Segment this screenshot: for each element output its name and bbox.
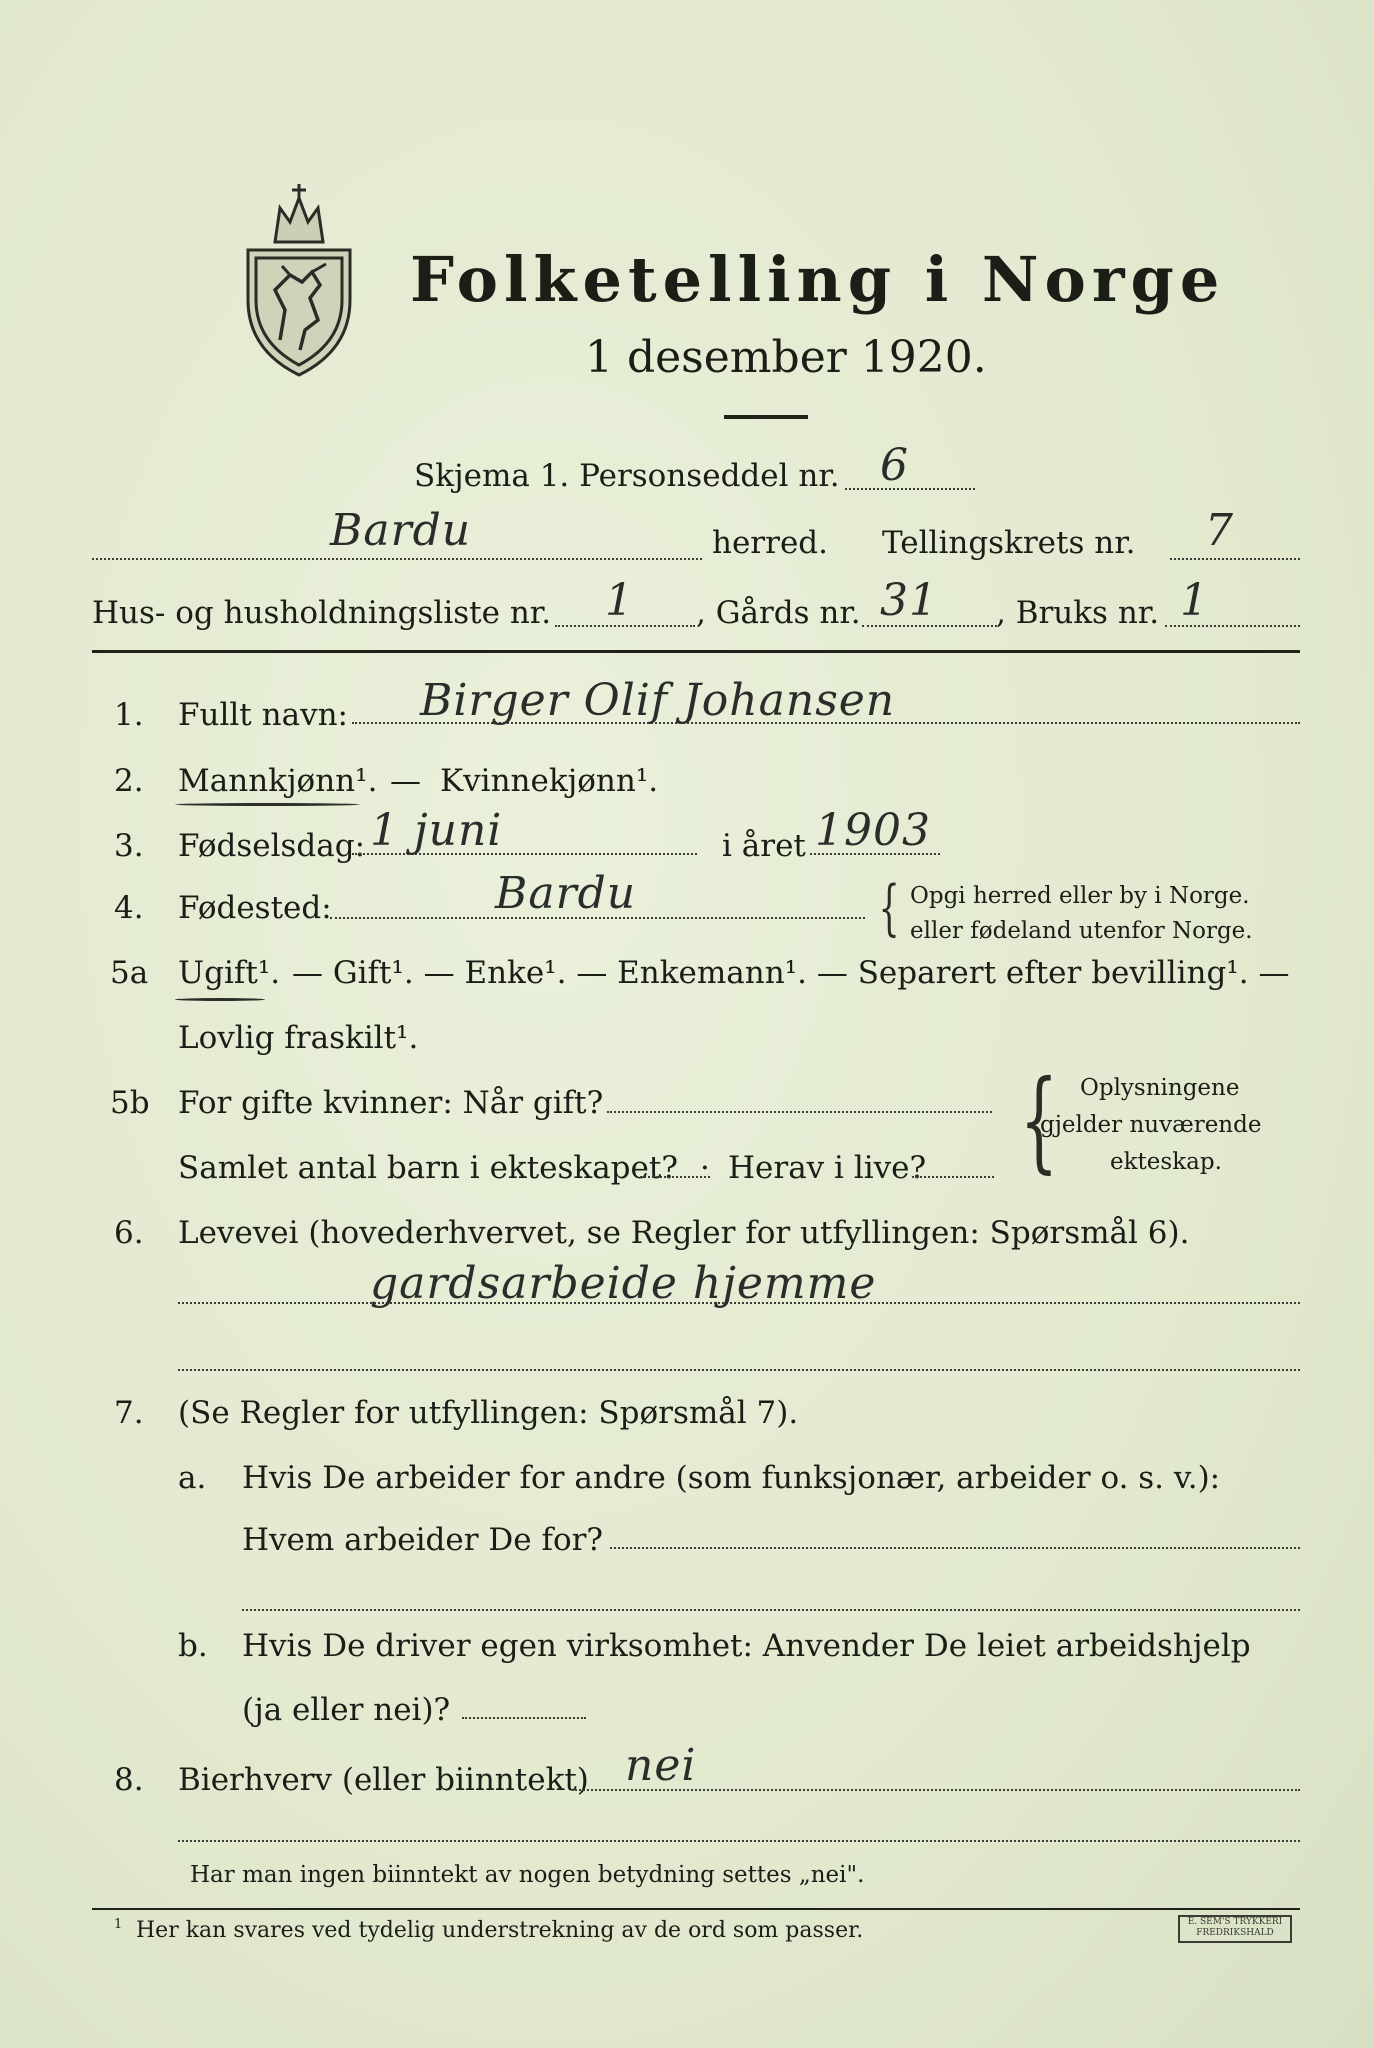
footnote-mark: 1 bbox=[114, 1917, 123, 1932]
q8-label: Bierhverv (eller biinntekt) bbox=[178, 1762, 589, 1798]
full-name-value[interactable]: Birger Olif Johansen bbox=[420, 675, 896, 726]
q3-number: 3. bbox=[114, 828, 144, 864]
herred-label: herred. bbox=[712, 525, 828, 561]
occupation-value[interactable]: gardsarbeide hjemme bbox=[370, 1258, 877, 1309]
gards-value[interactable]: 31 bbox=[880, 575, 938, 626]
q6-label: Levevei (hovederhvervet, se Regler for utfyllingen: Spørsmål 6). bbox=[178, 1215, 1190, 1251]
herred-value[interactable]: Bardu bbox=[330, 505, 472, 556]
bruks-value[interactable]: 1 bbox=[1180, 575, 1209, 626]
q5b-alive-line bbox=[912, 1176, 994, 1178]
census-date: 1 desember 1920. bbox=[585, 332, 987, 383]
skjema-label: Skjema 1. Personseddel nr. bbox=[414, 458, 840, 494]
gards-label: , Gårds nr. bbox=[696, 595, 861, 631]
q7-number: 7. bbox=[114, 1395, 144, 1431]
q7a-line-1 bbox=[610, 1547, 1300, 1549]
bruks-label: , Bruks nr. bbox=[996, 595, 1160, 631]
q5b-brace: { bbox=[1019, 1056, 1059, 1184]
q4-brace: { bbox=[878, 873, 900, 943]
q5b-dot: · bbox=[700, 1150, 710, 1186]
q1-number: 1. bbox=[114, 697, 144, 733]
q5b-note-1: Oplysningene bbox=[1080, 1075, 1240, 1101]
q8-number: 8. bbox=[114, 1762, 144, 1798]
birthday-value[interactable]: 1 juni bbox=[370, 805, 503, 856]
q5b-alive-label: Herav i live? bbox=[728, 1150, 927, 1186]
q7b-letter: b. bbox=[178, 1628, 208, 1664]
q7a-letter: a. bbox=[178, 1460, 207, 1496]
q6-line-2 bbox=[178, 1369, 1300, 1371]
q1-label: Fullt navn: bbox=[178, 697, 348, 733]
q7b-line bbox=[462, 1717, 586, 1719]
q5b-line bbox=[607, 1111, 992, 1113]
printer-stamp: E. SEM'S TRYKKERI FREDRIKSHALD bbox=[1178, 1915, 1292, 1943]
q4-label: Fødested: bbox=[178, 890, 332, 926]
header-divider bbox=[92, 650, 1300, 653]
q8-line-2 bbox=[178, 1840, 1300, 1842]
q2-separator: — bbox=[390, 763, 421, 799]
title-divider bbox=[724, 415, 808, 419]
footer-note: Har man ingen biinntekt av nogen betydning settes „nei". bbox=[190, 1862, 865, 1888]
q5a-number: 5a bbox=[110, 955, 149, 991]
hus-value[interactable]: 1 bbox=[605, 575, 634, 626]
q7a-label-2: Hvem arbeider De for? bbox=[242, 1522, 604, 1558]
q7-label: (Se Regler for utfyllingen: Spørsmål 7). bbox=[178, 1395, 799, 1431]
personseddel-value[interactable]: 6 bbox=[880, 440, 909, 491]
herred-line bbox=[92, 558, 702, 560]
tellingskrets-value[interactable]: 7 bbox=[1205, 505, 1234, 556]
q5b-note-2: gjelder nuværende bbox=[1040, 1112, 1262, 1138]
q3-label: Fødselsdag: bbox=[178, 828, 366, 864]
q5b-label: For gifte kvinner: Når gift? bbox=[178, 1085, 604, 1121]
form-title: Folketelling i Norge bbox=[410, 243, 1226, 316]
q5b-number: 5b bbox=[110, 1085, 150, 1121]
q4-number: 4. bbox=[114, 890, 144, 926]
q5a-ugift-underline bbox=[175, 998, 265, 1001]
q7b-label-2: (ja eller nei)? bbox=[242, 1692, 451, 1728]
q7a-label: Hvis De arbeider for andre (som funksjonær, arbeider o. s. v.): bbox=[242, 1460, 1221, 1496]
q6-number: 6. bbox=[114, 1215, 144, 1251]
tellingskrets-label: Tellingskrets nr. bbox=[882, 525, 1136, 561]
birth-year-value[interactable]: 1903 bbox=[815, 805, 931, 856]
q4-note-1: Opgi herred eller by i Norge. bbox=[910, 883, 1250, 909]
q2-number: 2. bbox=[114, 763, 144, 799]
hus-label: Hus- og husholdningsliste nr. bbox=[92, 595, 552, 631]
q5a-other-options[interactable]: — Gift¹. — Enke¹. — Enkemann¹. — Separert efter bevilling¹. — bbox=[292, 955, 1290, 991]
q7a-line-2 bbox=[242, 1609, 1300, 1611]
q5a-line-2[interactable]: Lovlig fraskilt¹. bbox=[178, 1020, 419, 1056]
q5b-label-2: Samlet antal barn i ekteskapet? bbox=[178, 1150, 678, 1186]
side-income-value[interactable]: nei bbox=[625, 1740, 697, 1791]
q2-male-option[interactable]: Mannkjønn¹. bbox=[178, 763, 378, 799]
tellingskrets-line bbox=[1170, 558, 1300, 560]
birthplace-value[interactable]: Bardu bbox=[495, 868, 637, 919]
q3-year-label: i året bbox=[722, 828, 806, 864]
q4-note-2: eller fødeland utenfor Norge. bbox=[910, 918, 1253, 944]
personseddel-line bbox=[845, 488, 975, 490]
q5b-note-3: ekteskap. bbox=[1110, 1149, 1222, 1175]
q2-male-underline bbox=[175, 803, 360, 806]
q2-female-option[interactable]: Kvinnekjønn¹. bbox=[440, 763, 659, 799]
coat-of-arms-icon bbox=[240, 180, 358, 380]
q5a-ugift-option[interactable]: Ugift¹. bbox=[178, 955, 281, 991]
footer-divider bbox=[92, 1908, 1300, 1910]
footnote: Her kan svares ved tydelig understrekning av de ord som passer. bbox=[136, 1918, 864, 1943]
q7b-label: Hvis De driver egen virksomhet: Anvender De leiet arbeidshjelp bbox=[242, 1628, 1251, 1664]
